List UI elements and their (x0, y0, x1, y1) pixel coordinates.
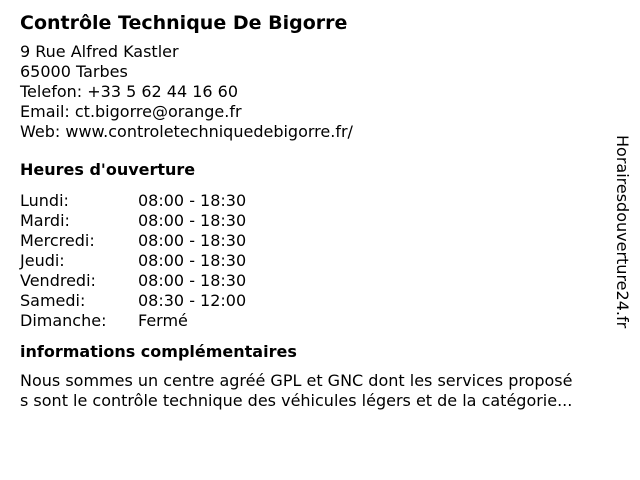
hours-row-jeudi (20, 251, 620, 271)
business-card (20, 10, 620, 411)
time-value: 08:00 - 18:30 (138, 191, 247, 210)
info-description (20, 371, 620, 411)
email-address[interactable]: Email: ct.bigorre@orange.fr (20, 102, 242, 121)
time-value: 08:30 - 12:00 (138, 291, 247, 310)
day-label: Mercredi: (20, 231, 95, 250)
hours-row-vendredi (20, 271, 620, 291)
info-heading: informations complémentaires (20, 342, 297, 361)
hours-table (20, 191, 620, 331)
time-value: 08:00 - 18:30 (138, 271, 247, 290)
time-value: Fermé (138, 311, 188, 330)
city-address: 65000 Tarbes (20, 62, 128, 81)
day-label: Lundi: (20, 191, 69, 210)
website-link[interactable]: Web: www.controletechniquedebigorre.fr/ (20, 122, 353, 141)
info-line: s sont le contrôle technique des véhicules légers et de la catégorie... (20, 391, 573, 410)
day-label: Mardi: (20, 211, 70, 230)
watermark-text: Horairesdouverture24.fr (613, 135, 632, 329)
day-label: Vendredi: (20, 271, 96, 290)
info-line: Nous sommes un centre agréé GPL et GNC dont les services proposé (20, 371, 573, 390)
business-name: Contrôle Technique De Bigorre (20, 12, 348, 34)
time-value: 08:00 - 18:30 (138, 231, 247, 250)
street-address: 9 Rue Alfred Kastler (20, 42, 179, 61)
day-label: Jeudi: (20, 251, 65, 270)
time-value: 08:00 - 18:30 (138, 211, 247, 230)
contact-block (20, 42, 620, 142)
hours-row-dimanche (20, 311, 620, 331)
time-value: 08:00 - 18:30 (138, 251, 247, 270)
phone-number[interactable]: Telefon: +33 5 62 44 16 60 (20, 82, 239, 101)
hours-heading: Heures d'ouverture (20, 160, 196, 179)
day-label: Samedi: (20, 291, 86, 310)
hours-row-samedi (20, 291, 620, 311)
hours-row-lundi (20, 191, 620, 211)
hours-row-mardi (20, 211, 620, 231)
hours-row-mercredi (20, 231, 620, 251)
day-label: Dimanche: (20, 311, 107, 330)
